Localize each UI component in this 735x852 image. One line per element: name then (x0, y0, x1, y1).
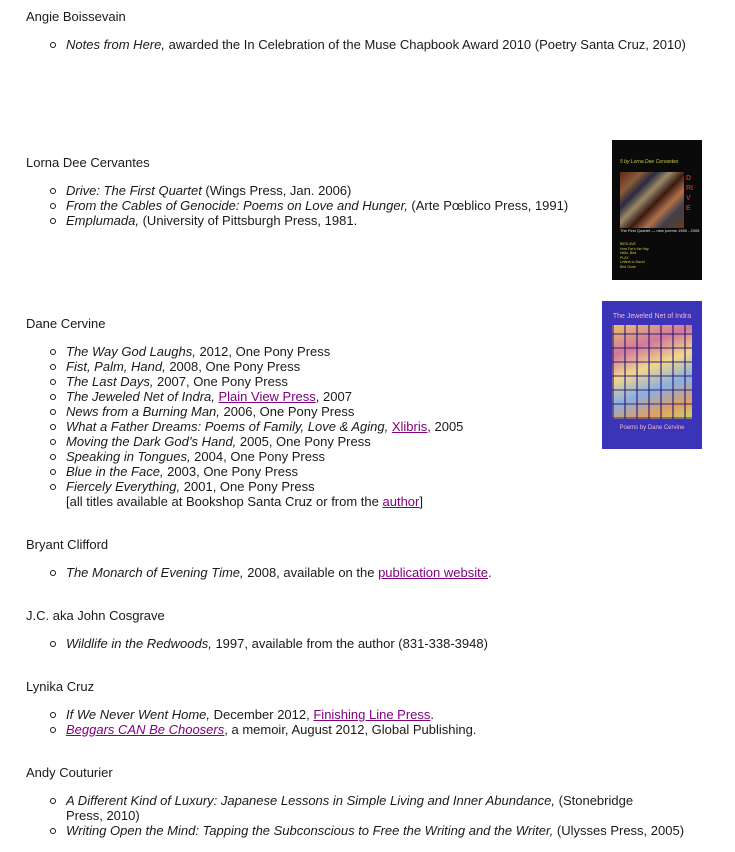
availability-note (0, 494, 700, 509)
book-title: Drive: The First Quartet (66, 183, 202, 198)
note-text-end: ] (419, 494, 423, 509)
book-details: 2001, One Pony Press (180, 479, 315, 494)
list-item (0, 565, 700, 580)
book-details: 2008, One Pony Press (165, 359, 301, 374)
author-link[interactable]: author (382, 494, 420, 509)
cover-list-item: Hello, Bird (620, 251, 637, 255)
list-item (0, 479, 700, 494)
cover-list (620, 242, 649, 269)
list-item (0, 449, 700, 464)
xlibris-link[interactable]: Xlibris (391, 419, 428, 434)
book-list (0, 344, 700, 509)
book-title: Moving the Dark God’s Hand, (66, 434, 237, 449)
author-name: Andy Couturier (26, 765, 113, 780)
book-list (0, 37, 700, 52)
book-title: The Way God Laughs, (66, 344, 196, 359)
cover-subtitle-main: The First Quartet (620, 228, 651, 233)
book-details: 2007, One Pony Press (153, 374, 288, 389)
finishing-line-press-link[interactable]: Finishing Line Press (313, 707, 431, 722)
book-title: If We Never Went Home, (66, 707, 211, 722)
cover-list-item: PLAY (620, 255, 629, 260)
cover-list-item: BIRD AVE (620, 242, 636, 246)
list-item (0, 404, 700, 419)
book-details: 2003, One Pony Press (163, 464, 298, 479)
publication-website-link[interactable]: publication website (378, 565, 488, 580)
list-item (0, 359, 700, 374)
cover-list-item: How Far's the Hay (620, 246, 649, 251)
list-item (0, 213, 700, 228)
book-details: 2006, One Pony Press (219, 404, 355, 419)
book-details: (Stonebridge Press, 2010) (66, 793, 634, 823)
author-name: Angie Boissevain (26, 9, 126, 24)
book-title: Fiercely Everything, (66, 479, 181, 494)
book-details: , 2005 (427, 419, 464, 434)
book-title: Notes from Here, (66, 37, 165, 52)
book-list (0, 565, 700, 580)
list-item (0, 198, 700, 213)
book-title: Blue in the Face, (66, 464, 164, 479)
author-name: Lorna Dee Cervantes (26, 155, 150, 170)
book-title: The Last Days, (66, 374, 154, 389)
list-item (0, 793, 700, 823)
book-details: (University of Pittsburgh Press, 1981. (138, 213, 358, 228)
cover-list-item: Bird Gone (620, 264, 636, 269)
author-name: Bryant Clifford (26, 537, 109, 552)
list-item (0, 636, 700, 651)
book-list (0, 793, 700, 838)
book-title: The Monarch of Evening Time, (66, 565, 244, 580)
cover-side-title: DRIVE (686, 175, 693, 212)
book-title: News from a Burning Man, (66, 404, 220, 419)
list-item (0, 37, 700, 52)
cover-byline: Poems by Dane Cervine (619, 425, 685, 431)
list-item (0, 389, 700, 404)
book-details: 1997, available from the author (831-338-3948) (211, 636, 488, 651)
book-details: 2005, One Pony Press (236, 434, 371, 449)
book-title: Wildlife in the Redwoods, (66, 636, 212, 651)
list-item (0, 344, 700, 359)
author-name: Dane Cervine (26, 316, 106, 331)
book-title: From the Cables of Genocide: Poems on Love and Hunger, (66, 198, 408, 213)
book-details: , a memoir, August 2012, Global Publishing. (224, 722, 477, 737)
list-item (0, 823, 700, 838)
book-details: awarded the In Celebration of the Muse Chapbook Award 2010 (Poetry Santa Cruz, 2010) (164, 37, 686, 52)
book-title: Emplumada, (66, 213, 139, 228)
list-item (0, 419, 700, 434)
book-title: Speaking in Tongues, (66, 449, 191, 464)
list-item (0, 183, 700, 198)
book-details-end: . (430, 707, 435, 722)
book-details: (Wings Press, Jan. 2006) (201, 183, 352, 198)
book-list (0, 636, 700, 651)
book-details: 2008, available on the (243, 565, 379, 580)
book-details: 2012, One Pony Press (195, 344, 331, 359)
book-details: (Ulysses Press, 2005) (553, 823, 685, 838)
list-item (0, 722, 700, 737)
book-list (0, 707, 700, 737)
list-item (0, 707, 700, 722)
note-text: [all titles available at Bookshop Santa Cruz or from the (66, 494, 383, 509)
book-title: Fist, Palm, Hand, (66, 359, 166, 374)
book-title: What a Father Dreams: Poems of Family, Love & Aging, (66, 419, 389, 434)
cover-subtitle: The First Quartet — new poems 1980 - 2005 (620, 228, 700, 233)
beggars-can-be-choosers-link[interactable]: Beggars CAN Be Choosers (66, 722, 225, 737)
book-details: 2004, One Pony Press (190, 449, 325, 464)
author-name: J.C. aka John Cosgrave (26, 608, 165, 623)
book-details: December 2012, (210, 707, 314, 722)
book-title: The Jeweled Net of Indra, (66, 389, 215, 404)
list-item (0, 374, 700, 389)
list-item (0, 464, 700, 479)
book-title: A Different Kind of Luxury: Japanese Lessons in Simple Living and Inner Abundance, (66, 793, 556, 808)
cover-subtitle-small: new poems 1980 - 2005 (656, 228, 700, 233)
book-details-end: . (487, 565, 492, 580)
list-item (0, 434, 700, 449)
book-details: (Arte Pœblico Press, 1991) (407, 198, 569, 213)
book-list (0, 183, 700, 228)
cover-list-item: Letters to David (620, 260, 645, 264)
cover-top-text: 5 by Lorna Dee Cervantes (620, 159, 679, 165)
author-name: Lynika Cruz (26, 679, 95, 694)
book-title: Writing Open the Mind: Tapping the Subconscious to Free the Writing and the Writer, (66, 823, 554, 838)
cover-title: The Jeweled Net of Indra (612, 313, 692, 320)
plain-view-press-link[interactable]: Plain View Press (218, 389, 316, 404)
book-details: , 2007 (315, 389, 352, 404)
